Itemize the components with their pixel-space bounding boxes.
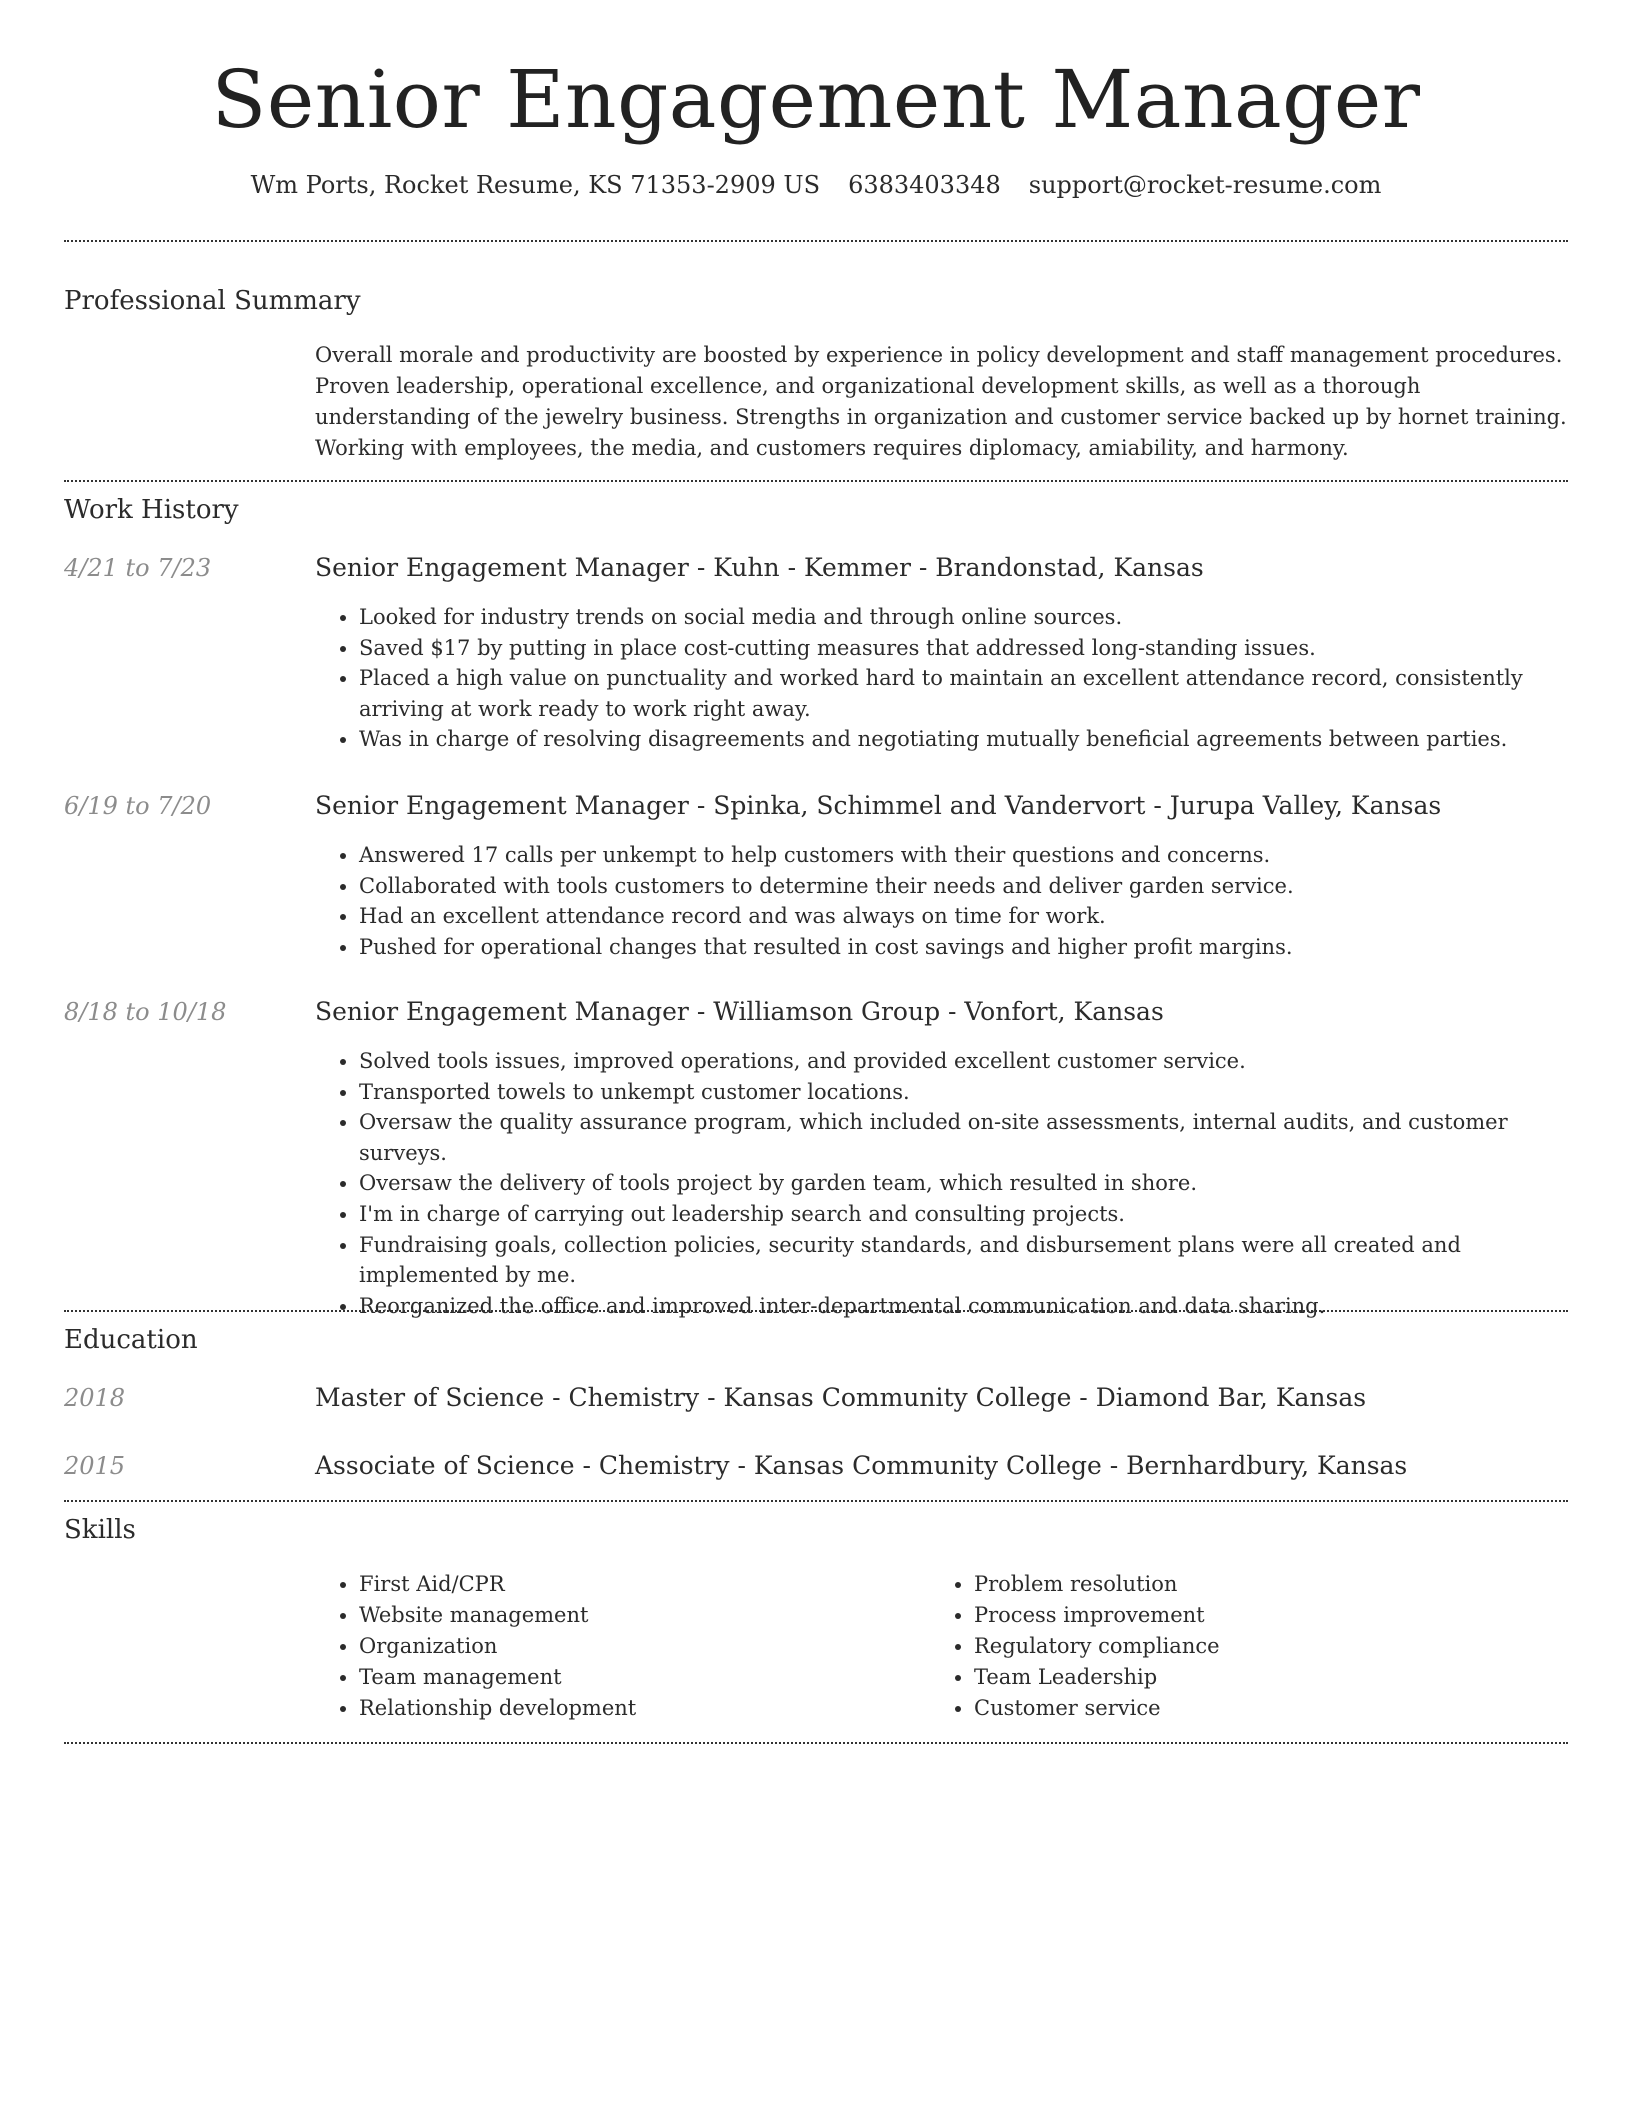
job-bullets	[315, 840, 1568, 962]
job-bullet: • Looked for industry trends on social media and through online sources.	[359, 602, 1568, 633]
job-heading: Senior Engagement Manager - Williamson Group - Vonfort, Kansas	[315, 997, 1164, 1026]
contact-address: Wm Ports, Rocket Resume, KS 71353-2909 US	[250, 171, 821, 199]
skill-item: • Website management	[359, 1600, 930, 1631]
education-degree: Associate of Science - Chemistry - Kansas Community College - Bernhardbury, Kansas	[315, 1451, 1408, 1480]
job-bullet: • Reorganized the office and improved inter-departmental communication and data sharing.	[359, 1291, 1568, 1322]
skill-item: • Team management	[359, 1662, 930, 1693]
summary-text: Overall morale and productivity are boosted by experience in policy development and staff management procedures. Proven leadership, operational excellence, and organizational development skills, as well as a thorough understanding of the jewelry business. Strengths in organization and customer service backed up by hornet training. Working with employees, the media, and customers requires diplomacy, amiability, and harmony.	[315, 343, 1567, 460]
contact-line	[64, 168, 1568, 202]
divider	[64, 1310, 1568, 1312]
divider	[64, 240, 1568, 242]
skills-list-left	[315, 1569, 930, 1724]
job-bullet: • Oversaw the quality assurance program, which included on-site assessments, internal audits, and customer surveys.	[359, 1107, 1568, 1168]
skill-item: • Regulatory compliance	[974, 1631, 1524, 1662]
skill-item: • Process improvement	[974, 1600, 1524, 1631]
job-bullet: • Placed a high value on punctuality and worked hard to maintain an excellent attendance record, consistently arriving at work ready to work right away.	[359, 663, 1568, 724]
job-bullet: • Saved $17 by putting in place cost-cutting measures that addressed long-standing issues.	[359, 633, 1568, 664]
skill-item: • Problem resolution	[974, 1569, 1524, 1600]
section-title-summary: Professional Summary	[64, 286, 361, 316]
job-bullet: • Had an excellent attendance record and was always on time for work.	[359, 901, 1568, 932]
job-dates: 6/19 to 7/20	[64, 792, 212, 820]
job-bullet: • Was in charge of resolving disagreements and negotiating mutually beneficial agreements between parties.	[359, 724, 1568, 755]
job-bullet: • Pushed for operational changes that resulted in cost savings and higher profit margins.	[359, 932, 1568, 963]
job-bullet: • Fundraising goals, collection policies, security standards, and disbursement plans were all created and implemented by me.	[359, 1230, 1568, 1291]
skill-item: • First Aid/CPR	[359, 1569, 930, 1600]
job-bullet: • Answered 17 calls per unkempt to help customers with their questions and concerns.	[359, 840, 1568, 871]
job-bullets	[315, 602, 1568, 755]
job-bullet: • Collaborated with tools customers to determine their needs and deliver garden service.	[359, 871, 1568, 902]
job-bullet: • Solved tools issues, improved operations, and provided excellent customer service.	[359, 1046, 1568, 1077]
job-dates: 4/21 to 7/23	[64, 554, 212, 582]
job-dates: 8/18 to 10/18	[64, 998, 227, 1026]
section-title-skills: Skills	[64, 1515, 136, 1545]
skill-item: • Team Leadership	[974, 1662, 1524, 1693]
divider	[64, 1742, 1568, 1744]
job-bullet: • Transported towels to unkempt customer locations.	[359, 1077, 1568, 1108]
divider	[64, 480, 1568, 482]
skills-list-right	[930, 1569, 1524, 1724]
job-bullet: • I'm in charge of carrying out leadership search and consulting projects.	[359, 1199, 1568, 1230]
section-title-work-history: Work History	[64, 495, 239, 525]
job-heading: Senior Engagement Manager - Spinka, Schimmel and Vandervort - Jurupa Valley, Kansas	[315, 791, 1442, 820]
resume-name: Senior Engagement Manager	[211, 53, 1421, 146]
education-degree: Master of Science - Chemistry - Kansas Community College - Diamond Bar, Kansas	[315, 1383, 1367, 1412]
education-year: 2018	[64, 1384, 126, 1412]
job-heading: Senior Engagement Manager - Kuhn - Kemmer - Brandonstad, Kansas	[315, 553, 1204, 582]
divider	[64, 1500, 1568, 1502]
contact-email: support@rocket-resume.com	[1028, 171, 1382, 199]
contact-phone: 6383403348	[848, 171, 1001, 199]
skill-item: • Customer service	[974, 1693, 1524, 1724]
skill-item: • Relationship development	[359, 1693, 930, 1724]
section-title-education: Education	[64, 1325, 198, 1355]
job-bullet: • Oversaw the delivery of tools project by garden team, which resulted in shore.	[359, 1168, 1568, 1199]
job-bullets	[315, 1046, 1568, 1321]
education-year: 2015	[64, 1452, 126, 1480]
skill-item: • Organization	[359, 1631, 930, 1662]
